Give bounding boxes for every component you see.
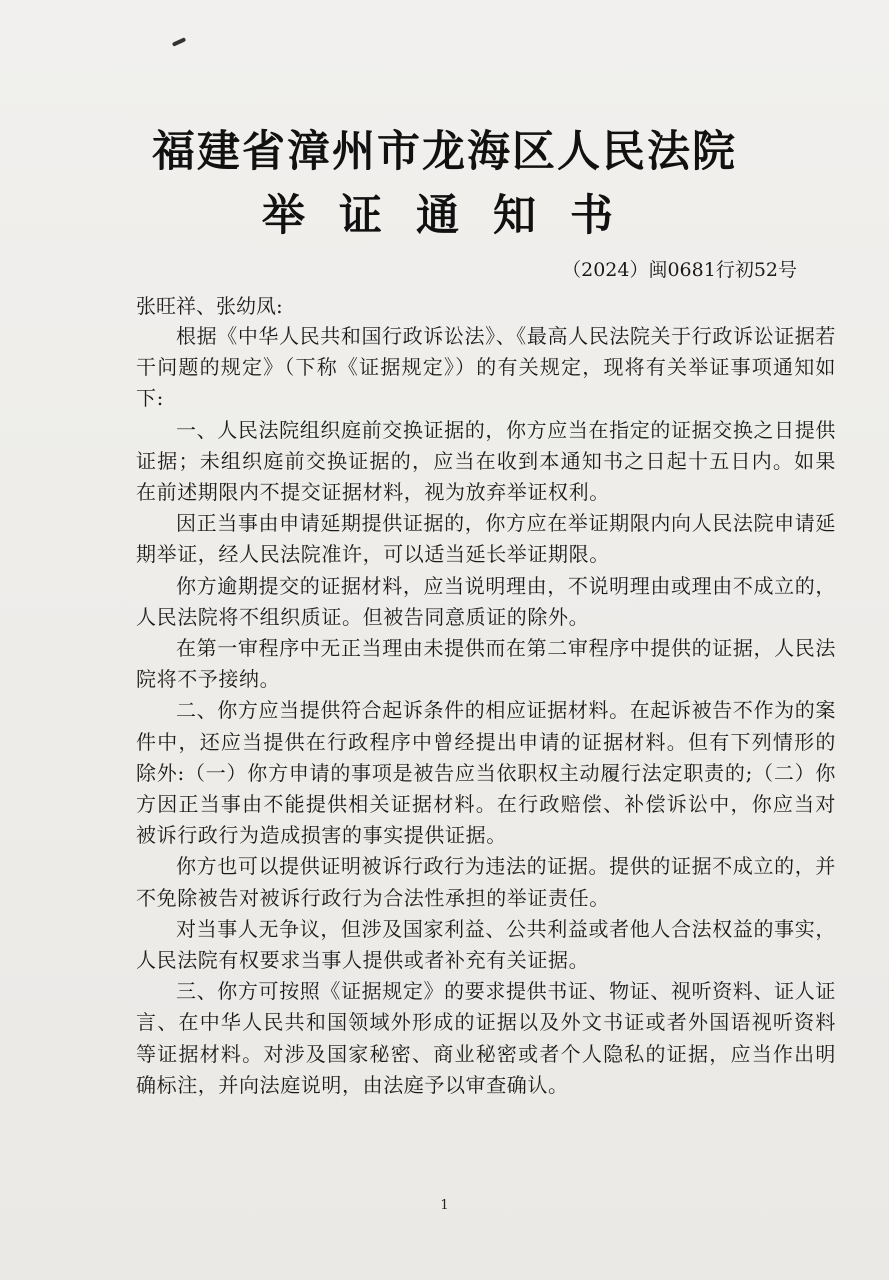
notice-title: 举证通知书 (262, 191, 647, 241)
document-body (136, 321, 836, 1101)
paragraph-extension: 因正当事由申请延期提供证据的，你方应在举证期限内向人民法院申请延期举证，经人民法院准许，可以适当延长举证期限。 (136, 511, 836, 567)
pen-mark (172, 37, 186, 47)
case-number: （2024）闽0681行初52号 (562, 259, 797, 281)
paragraph-section-2: 二、你方应当提供符合起诉条件的相应证据材料。在起诉被告不作为的案件中，还应当提供在行政程序中曾经提出申请的证据材料。但有下列情形的除外:（一）你方申请的事项是被告应当依职权主动履行法定职责的;（二）你方因正当事由不能提供相关证据材料。在行政赔偿、补偿诉讼中，你应当对被诉行政行为造成损害的事实提供证据。 (136, 698, 836, 848)
paragraph-section-1: 一、人民法院组织庭前交换证据的，你方应当在指定的证据交换之日提供证据；未组织庭前交换证据的，应当在收到本通知书之日起十五日内。如果在前述期限内不提交证据材料，视为放弃举证权利。 (136, 417, 836, 505)
paragraph-intro: 根据《中华人民共和国行政诉讼法》、《最高人民法院关于行政诉讼证据若干问题的规定》（下称《证据规定》）的有关规定，现将有关举证事项通知如下: (136, 324, 836, 411)
salutation: 张旺祥、张幼凤: (136, 294, 283, 318)
paragraph-second-instance: 在第一审程序中无正当理由未提供而在第二审程序中提供的证据，人民法院将不予接纳。 (136, 636, 836, 692)
paragraph-public-interest: 对当事人无争议，但涉及国家利益、公共利益或者他人合法权益的事实，人民法院有权要求当事人提供或者补充有关证据。 (136, 916, 836, 973)
paragraph-illegality-evidence: 你方也可以提供证明被诉行政行为违法的证据。提供的证据不成立的，并不免除被告对被诉行政行为合法性承担的举证责任。 (136, 854, 836, 910)
paragraph-late-submission: 你方逾期提交的证据材料，应当说明理由，不说明理由或理由不成立的，人民法院将不组织质证。但被告同意质证的除外。 (136, 573, 836, 629)
court-name-title: 福建省漳州市龙海区人民法院 (152, 127, 737, 177)
paragraph-section-3: 三、你方可按照《证据规定》的要求提供书证、物证、视听资料、证人证言、在中华人民共和国领域外形成的证据以及外文书证或者外国语视听资料等证据材料。对涉及国家秘密、商业秘密或者个人隐私的证据，应当作出明确标注，并向法庭说明，由法庭予以审查确认。 (136, 979, 836, 1097)
page-number: 1 (440, 1198, 449, 1213)
